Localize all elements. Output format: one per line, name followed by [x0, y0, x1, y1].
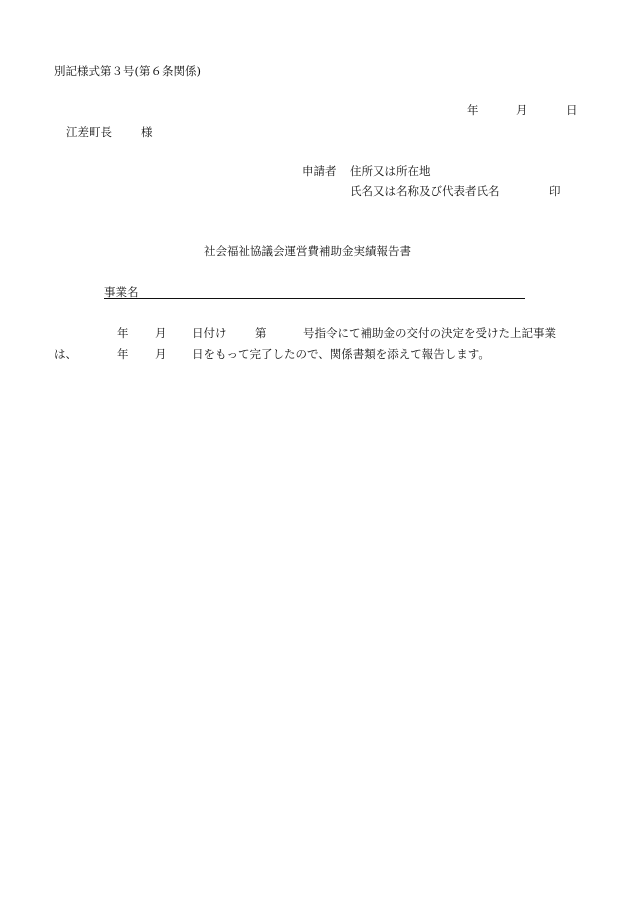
body-line1-month: 月	[155, 326, 167, 340]
recipient-honorific: 様	[141, 125, 153, 139]
recipient-name: 江差町長	[66, 125, 112, 139]
body-line2-year: 年	[117, 347, 129, 361]
body-line1-year: 年	[117, 326, 129, 340]
body-line2-start: は、	[54, 347, 77, 361]
applicant-label: 申請者	[302, 164, 337, 178]
form-number: 別記様式第３号(第６条関係)	[54, 64, 201, 78]
date-month: 月	[516, 103, 528, 117]
body-line2-text: 日をもって完了したので、関係書類を添えて報告します。	[192, 347, 490, 361]
seal-mark: 印	[549, 184, 561, 198]
body-line2-month: 月	[155, 347, 167, 361]
applicant-address-label: 住所又は所在地	[350, 164, 431, 178]
body-line1-no: 第	[255, 326, 267, 340]
document-title: 社会福祉協議会運営費補助金実績報告書	[204, 244, 411, 258]
applicant-name-label: 氏名又は名称及び代表者氏名	[350, 184, 500, 198]
date-year: 年	[467, 103, 479, 117]
body-line1-dated: 日付け	[192, 326, 227, 340]
date-day: 日	[566, 103, 578, 117]
body-line1-text: 号指令にて補助金の交付の決定を受けた上記事業	[303, 326, 556, 340]
project-name-underline	[104, 298, 525, 299]
project-name-label: 事業名	[104, 285, 139, 299]
